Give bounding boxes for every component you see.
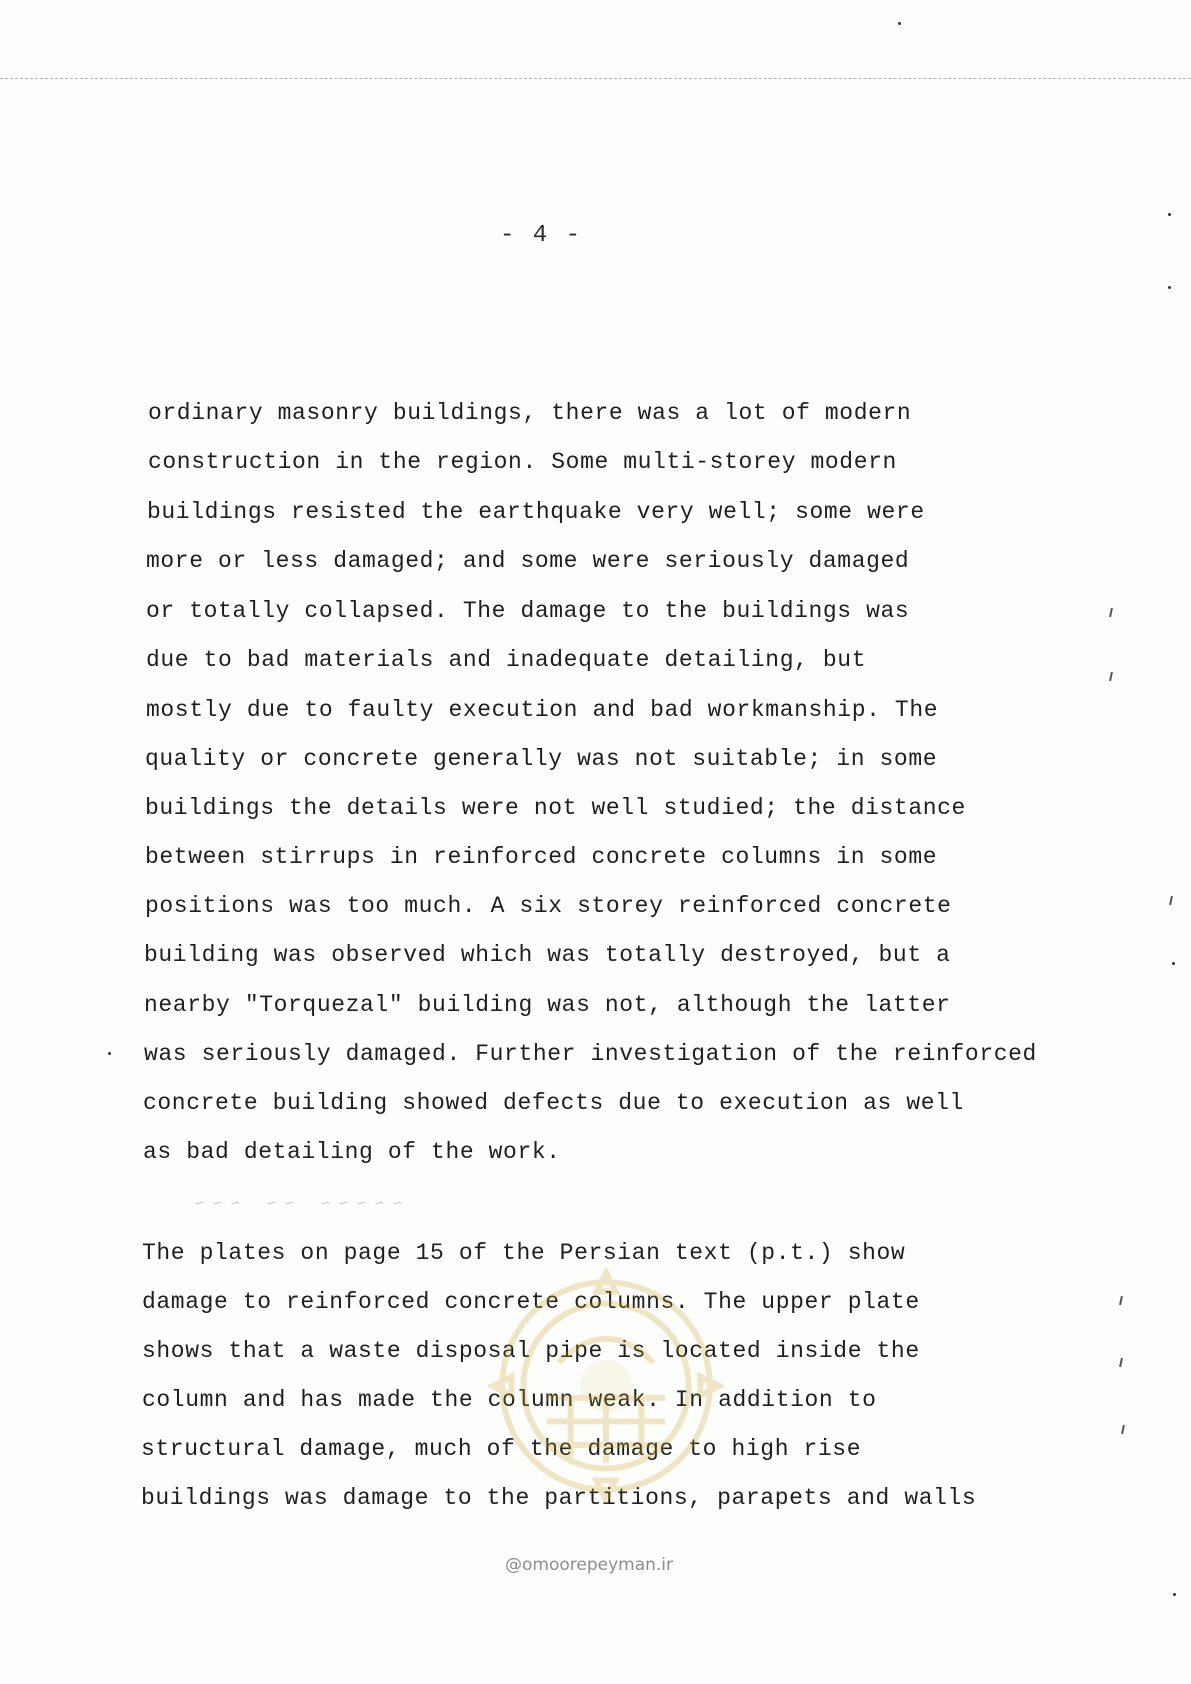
watermark-caption: @omoorepeyman.ir: [505, 1555, 674, 1575]
scan-mark: [1109, 672, 1113, 681]
text-line: mostly due to faulty execution and bad workmanship. The: [146, 697, 939, 723]
text-line: due to bad materials and inadequate detailing, but: [146, 647, 867, 673]
scan-speck: [1168, 213, 1171, 216]
text-line: construction in the region. Some multi-storey modern: [148, 449, 897, 475]
scan-speck: [898, 22, 901, 25]
text-line: ordinary masonry buildings, there was a lot of modern: [148, 400, 912, 426]
scan-mark: [1121, 1425, 1125, 1434]
text-line: nearby "Torquezal" building was not, although the latter: [144, 992, 951, 1018]
text-line: building was observed which was totally destroyed, but a: [144, 942, 951, 968]
scan-speck: [1172, 962, 1175, 965]
text-line: quality or concrete generally was not suitable; in some: [145, 746, 938, 772]
scan-top-rule: [0, 78, 1191, 79]
page-number: - 4 -: [500, 222, 583, 249]
scan-mark: [1119, 1296, 1123, 1305]
text-line: or totally collapsed. The damage to the buildings was: [146, 598, 910, 624]
text-line: The plates on page 15 of the Persian text (p.t.) show: [142, 1240, 906, 1266]
gear-emblem-icon: [488, 1268, 724, 1504]
text-line: positions was too much. A six storey reinforced concrete: [145, 893, 952, 919]
text-line: shows that a waste disposal pipe is located inside the: [142, 1338, 920, 1364]
text-line: was seriously damaged. Further investigation of the reinforced: [144, 1041, 1037, 1067]
bleed-through-text: ~ ~ ~ ~ ~ ~ ~ ~ ~ ~: [195, 1196, 403, 1213]
text-line: buildings was damage to the partitions, parapets and walls: [141, 1485, 977, 1511]
text-line: more or less damaged; and some were seriously damaged: [146, 548, 910, 574]
scan-speck: [108, 1052, 111, 1055]
scan-speck: [1173, 1593, 1176, 1596]
text-line: column and has made the column weak. In addition to: [142, 1387, 877, 1413]
text-line: structural damage, much of the damage to high rise: [141, 1436, 862, 1462]
text-line: concrete building showed defects due to execution as well: [143, 1090, 964, 1116]
text-line: as bad detailing of the work.: [143, 1139, 561, 1165]
scan-mark: [1119, 1358, 1123, 1367]
text-line: buildings the details were not well studied; the distance: [145, 795, 966, 821]
text-line: between stirrups in reinforced concrete columns in some: [145, 844, 938, 870]
text-line: damage to reinforced concrete columns. The upper plate: [142, 1289, 920, 1315]
scan-mark: [1109, 608, 1113, 617]
scan-speck: [1168, 286, 1171, 289]
text-line: buildings resisted the earthquake very well; some were: [147, 499, 925, 525]
scan-mark: [1169, 896, 1173, 905]
